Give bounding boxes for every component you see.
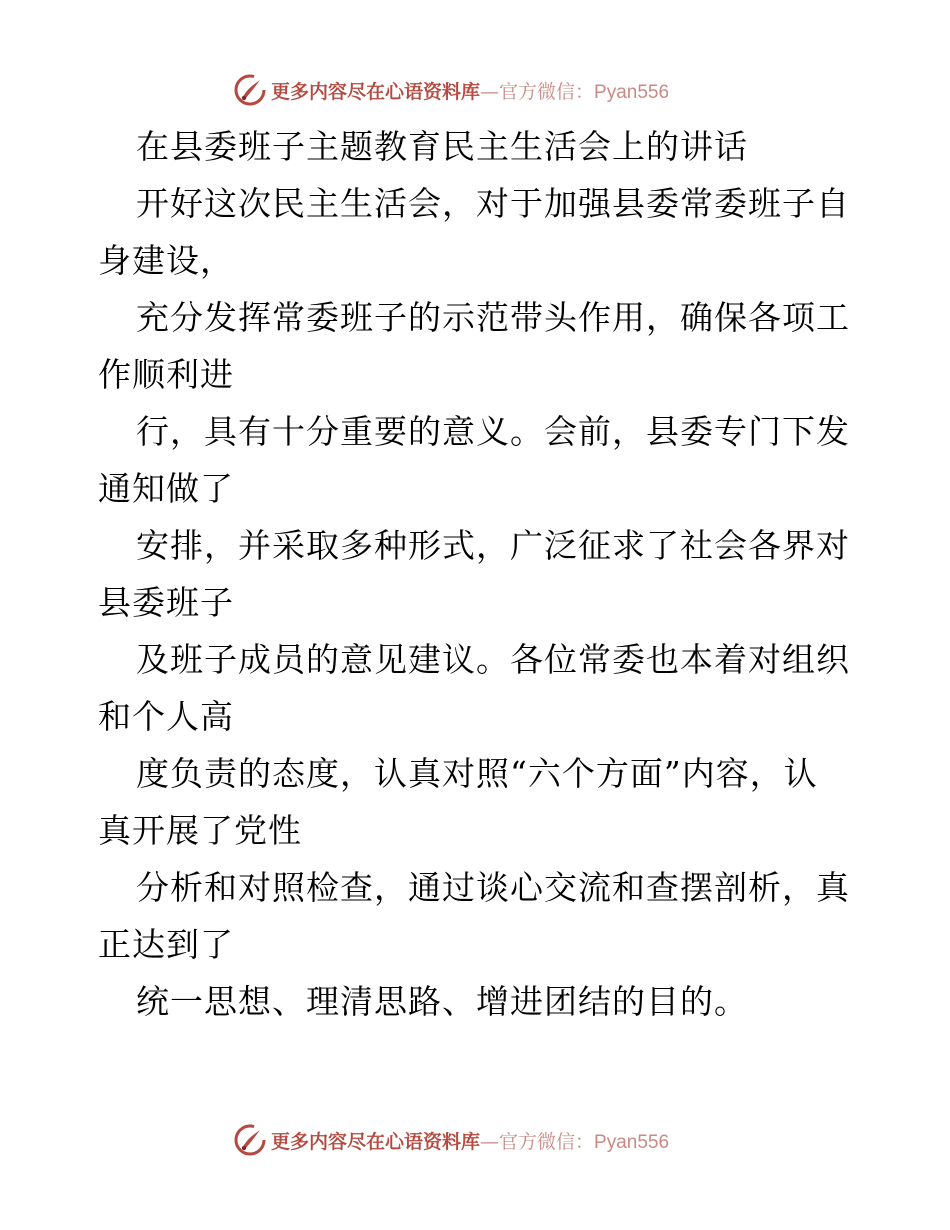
paragraph-line: 通知做了 (98, 469, 234, 508)
brush-stroke-logo-icon (233, 73, 267, 107)
watermark-suffix: —官方微信： (480, 80, 595, 103)
paragraph-line: 充分发挥常委班子的示范带头作用，确保各项工 (136, 298, 850, 337)
brush-stroke-logo-icon (233, 1123, 267, 1157)
paragraph-line: 开好这次民主生活会，对于加强县委常委班子自 (136, 184, 850, 223)
watermark-wechat-id: Pyan556 (594, 81, 670, 103)
watermark-suffix: —官方微信： (480, 1130, 595, 1153)
paragraph-line: 及班子成员的意见建议。各位常委也本着对组织 (136, 640, 850, 679)
watermark-wechat-id: Pyan556 (594, 1131, 670, 1153)
paragraph-line: 度负责的态度，认真对照“六个方面”内容，认 (136, 754, 818, 793)
paragraph-line: 正达到了 (98, 925, 234, 964)
footer-watermark (233, 1122, 669, 1158)
watermark-brand: 更多内容尽在心语资料库 (271, 1130, 481, 1153)
paragraph-line: 行，具有十分重要的意义。会前，县委专门下发 (136, 412, 850, 451)
paragraph-line: 县委班子 (98, 583, 234, 622)
paragraph-line: 安排，并采取多种形式，广泛征求了社会各界对 (136, 526, 850, 565)
document-title: 在县委班子主题教育民主生活会上的讲话 (136, 127, 748, 166)
header-watermark (233, 72, 669, 108)
paragraph-line: 统一思想、理清思路、增进团结的目的。 (136, 982, 748, 1021)
watermark-brand: 更多内容尽在心语资料库 (271, 80, 481, 103)
paragraph-line: 身建设， (98, 241, 234, 280)
watermark-text (271, 1127, 669, 1154)
watermark-text (271, 77, 669, 104)
paragraph-line: 作顺利进 (98, 355, 234, 394)
document-body (98, 118, 858, 1030)
paragraph-line: 分析和对照检查，通过谈心交流和查摆剖析，真 (136, 868, 850, 907)
paragraph-line: 和个人高 (98, 697, 234, 736)
paragraph-line: 真开展了党性 (98, 811, 302, 850)
